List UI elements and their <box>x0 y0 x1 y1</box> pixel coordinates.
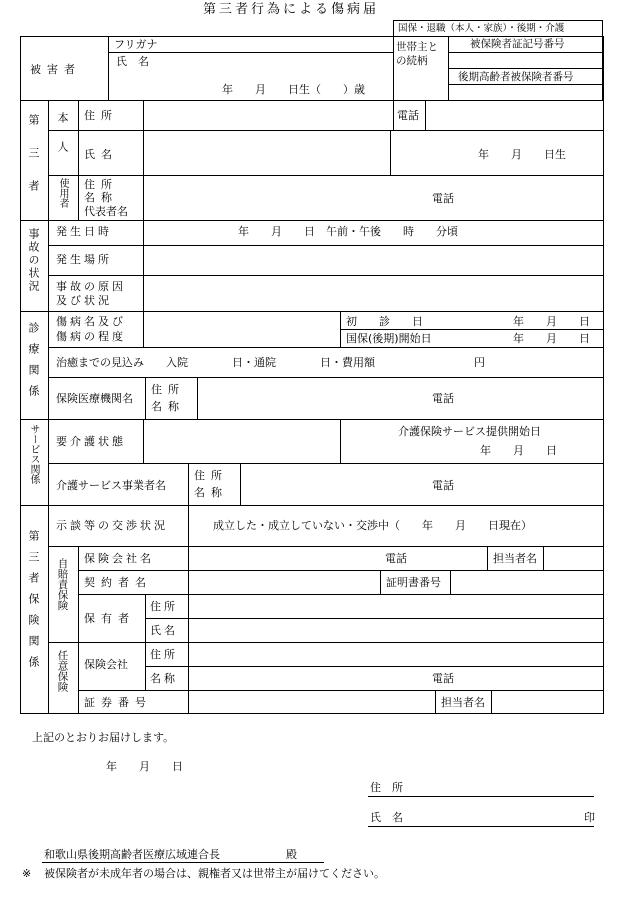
negotiation-value: 成立した・成立していない・交渉中（ 年 月 日現在） <box>213 519 532 532</box>
insurance-phone-label: 電話 <box>385 552 407 565</box>
company2-phone-label: 電話 <box>432 672 454 685</box>
owner-name-label: 氏名 <box>150 624 178 637</box>
owner-label: 保有者 <box>84 612 135 625</box>
company2-address-label: 住所 <box>150 648 178 661</box>
insurance-category: 国保・退職（本人・家族）・後期・介護 <box>398 23 565 34</box>
jibaiseki-label: 自賠責保険 <box>56 558 69 611</box>
statement: 上記のとおりお届けします。 <box>32 731 175 744</box>
employer-name-label: 名称 <box>84 191 118 204</box>
institution-label: 保険医療機関名 <box>56 392 133 405</box>
recipient: 和歌山県後期高齢者医療広域連合長 殿 <box>44 848 297 861</box>
victim-name-label: 氏 名 <box>116 55 149 68</box>
tp-phone-label: 電話 <box>397 109 419 122</box>
insurance-contact-label: 担当者名 <box>493 552 537 565</box>
tp-name-label: 氏名 <box>84 148 118 161</box>
first-visit-label: 初 診 日 <box>346 315 423 328</box>
koki-start-label: 国保(後期)開始日 <box>346 332 432 345</box>
disease-degree-label: 傷病の程度 <box>56 330 126 343</box>
insurance-company-label: 保険会社名 <box>84 552 154 565</box>
accident-date-value: 年 月 日 午前・午後 時 分頃 <box>238 225 458 238</box>
employer-address-label: 住所 <box>84 178 118 191</box>
footer-name-label: 氏 名 <box>370 811 403 824</box>
cert-number-label: 証明書番号 <box>386 576 441 589</box>
contractor-label: 契約者名 <box>84 576 152 589</box>
koki-start-date: 年 月 日 <box>513 332 590 345</box>
page-title: 第三者行為による傷病届 <box>203 2 380 17</box>
accident-place-label: 発生場所 <box>56 253 112 266</box>
submit-date: 年 月 日 <box>106 760 183 773</box>
policy-number-label: 証券番号 <box>84 696 152 709</box>
accident-date-label: 発生日時 <box>56 225 112 238</box>
care-level-label: 要介護状態 <box>56 435 126 448</box>
care-start-label: 介護保険サービス提供開始日 <box>398 425 541 438</box>
nin-i-label: 任意保険 <box>56 650 69 692</box>
accident-cause-label: 事故の原因 <box>56 280 126 293</box>
seal-mark: 印 <box>584 811 595 824</box>
institution-address-label: 住所 <box>151 383 185 396</box>
furigana-label: フリガナ <box>114 38 158 51</box>
care-provider-label: 介護サービス事業者名 <box>56 479 166 492</box>
care-label: サービス関係 <box>28 424 39 484</box>
relation-label: 世帯主との続柄 <box>396 41 438 67</box>
disease-label: 傷病名及び <box>56 315 126 328</box>
medical-label: 診療関係 <box>27 322 40 406</box>
victim-label: 被害者 <box>30 63 81 76</box>
tp-insurance-label: 第三者保険関係 <box>27 530 40 677</box>
tp-birth: 年 月 日生 <box>478 148 566 161</box>
insured-number-label: 被保険者証記号番号 <box>470 38 565 50</box>
accident-label: 事故の状況 <box>27 228 40 293</box>
care-address-label: 住所 <box>194 469 228 482</box>
first-visit-date: 年 月 日 <box>513 315 590 328</box>
footer-note: 被保険者が未成年者の場合は、親権者又は世帯主が届けてください。 <box>44 867 385 880</box>
employer-rep-label: 代表者名 <box>84 205 128 218</box>
owner-address-label: 住所 <box>150 600 178 613</box>
victim-birth: 年 月 日生（ ）歳 <box>222 83 365 96</box>
treatment-outlook: 治癒までの見込み 入院 日・通院 日・費用額 円 <box>56 356 485 369</box>
accident-situation-label: 及び状況 <box>56 294 112 307</box>
institution-phone-label: 電話 <box>432 392 454 405</box>
institution-name-label: 名称 <box>151 400 185 413</box>
koki-number-label: 後期高齢者被保険者番号 <box>458 71 574 83</box>
contact2-label: 担当者名 <box>441 696 485 709</box>
care-phone-label: 電話 <box>432 479 454 492</box>
company2-label: 保険会社 <box>84 658 128 671</box>
care-name-label: 名称 <box>194 486 228 499</box>
employer-phone-label: 電話 <box>432 192 454 205</box>
footer-address-label: 住 所 <box>370 781 403 794</box>
third-party-label: 第三者 <box>27 114 40 213</box>
note-mark: ※ <box>22 867 32 880</box>
negotiation-label: 示談等の交渉状況 <box>56 519 168 532</box>
employer-label: 使用者 <box>57 178 68 208</box>
tp-address-label: 住所 <box>84 109 118 122</box>
care-start-date: 年 月 日 <box>480 444 557 457</box>
third-party-person-label: 本人 <box>56 112 69 170</box>
company2-name-label: 名称 <box>150 672 178 685</box>
